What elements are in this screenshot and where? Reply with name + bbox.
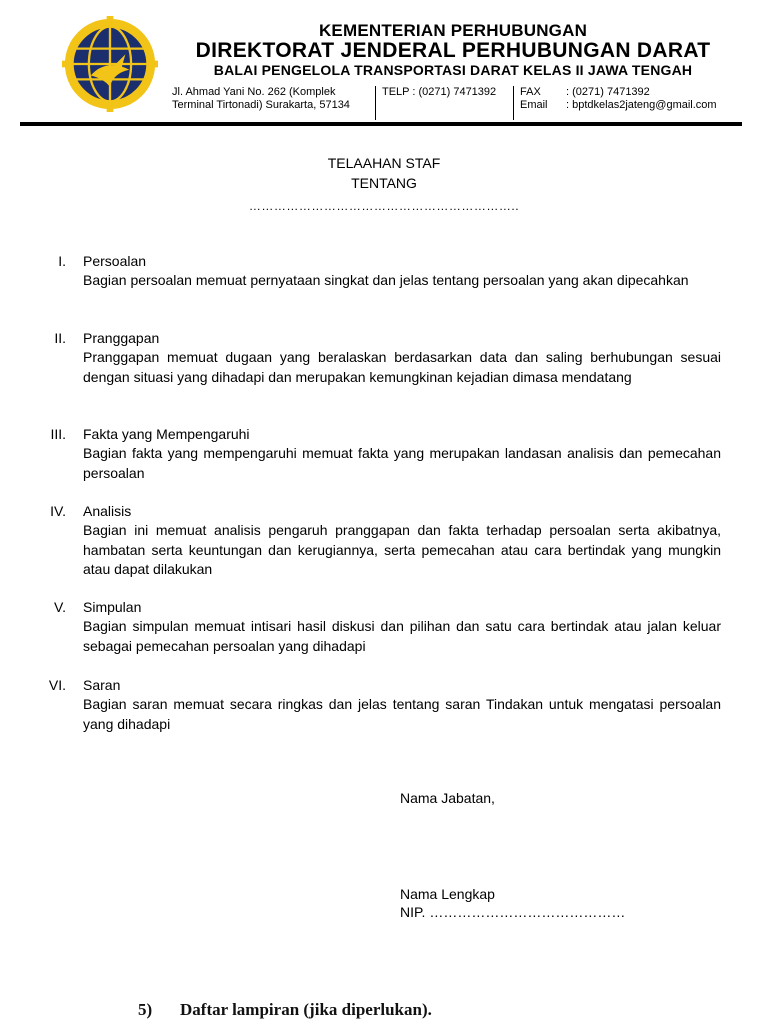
signature-nip: NIP. …………………………………… (400, 904, 626, 920)
section-heading: Pranggapan (83, 330, 160, 346)
section-body: Bagian fakta yang mempengaruhi memuat fakta yang merupakan landasan analisis dan pemecahan persoalan (83, 445, 721, 481)
signature-name: Nama Lengkap (400, 886, 495, 902)
section-number: V. (54, 599, 66, 615)
section-body: Bagian simpulan memuat intisari hasil diskusi dan pilihan dan satu cara bertindak atau jalan keluar sebagai pemecahan persoalan yang dihadapi (83, 618, 721, 654)
footer-text: Daftar lampiran (jika diperlukan). (180, 1000, 432, 1019)
section-number: II. (54, 330, 66, 346)
section-number: IV. (50, 503, 66, 519)
letterhead-telp: TELP : (0271) 7471392 (382, 86, 497, 98)
letterhead-address (172, 86, 350, 112)
email-value: : bptdkelas2jateng@gmail.com (566, 99, 717, 111)
section-heading: Analisis (83, 503, 132, 519)
section-body: Bagian ini memuat analisis pengaruh pranggapan dan fakta terhadap persoalan serta akibatnya, hambatan serta keuntungan dan kerugiannya, serta pemecahan atau cara bertindak yang mungkin atau dapat dilakukan (83, 522, 721, 577)
section-number: I. (58, 253, 66, 269)
section-number: III. (50, 426, 66, 442)
letterhead-directorate: DIREKTORAT JENDERAL PERHUBUNGAN DARAT (195, 39, 711, 62)
footer-number: 5) (138, 1000, 153, 1019)
section-heading: Simpulan (83, 599, 142, 615)
attachment-list-note (138, 1000, 432, 1020)
subject-placeholder: ……………………………………………………….. (248, 199, 520, 213)
section-number: VI. (48, 677, 66, 693)
letterhead-rule (20, 122, 742, 126)
ministry-emblem-icon (62, 16, 158, 112)
letterhead-office: BALAI PENGELOLA TRANSPORTASI DARAT KELAS II JAWA TENGAH (213, 62, 693, 78)
fax-value: : (0271) 7471392 (566, 86, 650, 98)
contact-divider (375, 86, 376, 120)
section-heading: Saran (83, 677, 121, 693)
section-heading: Fakta yang Mempengaruhi (83, 426, 250, 442)
document-subtitle: TENTANG (351, 175, 417, 191)
letterhead-ministry: KEMENTERIAN PERHUBUNGAN (318, 21, 588, 40)
document-title: TELAAHAN STAF (327, 155, 441, 171)
address-line-2: Terminal Tirtonadi) Surakarta, 57134 (172, 99, 350, 111)
section-body: Bagian saran memuat secara ringkas dan jelas tentang saran Tindakan untuk mengatasi persoalan yang dihadapi (83, 696, 721, 732)
section-body: Bagian persoalan memuat pernyataan singkat dan jelas tentang persoalan yang akan dipecahkan (83, 272, 689, 288)
address-line-1: Jl. Ahmad Yani No. 262 (Komplek (172, 86, 336, 98)
signature-position: Nama Jabatan, (400, 790, 495, 806)
contact-divider (513, 86, 514, 120)
section-heading: Persoalan (83, 253, 147, 269)
letterhead-fax-email (520, 86, 717, 112)
fax-label: FAX (520, 86, 541, 98)
email-label: Email (520, 99, 548, 111)
section-body: Pranggapan memuat dugaan yang beralaskan berdasarkan data dan saling berhubungan sesuai dengan situasi yang dihadapi dan merupakan kemungkinan kejadian dimasa mendatang (83, 349, 721, 385)
